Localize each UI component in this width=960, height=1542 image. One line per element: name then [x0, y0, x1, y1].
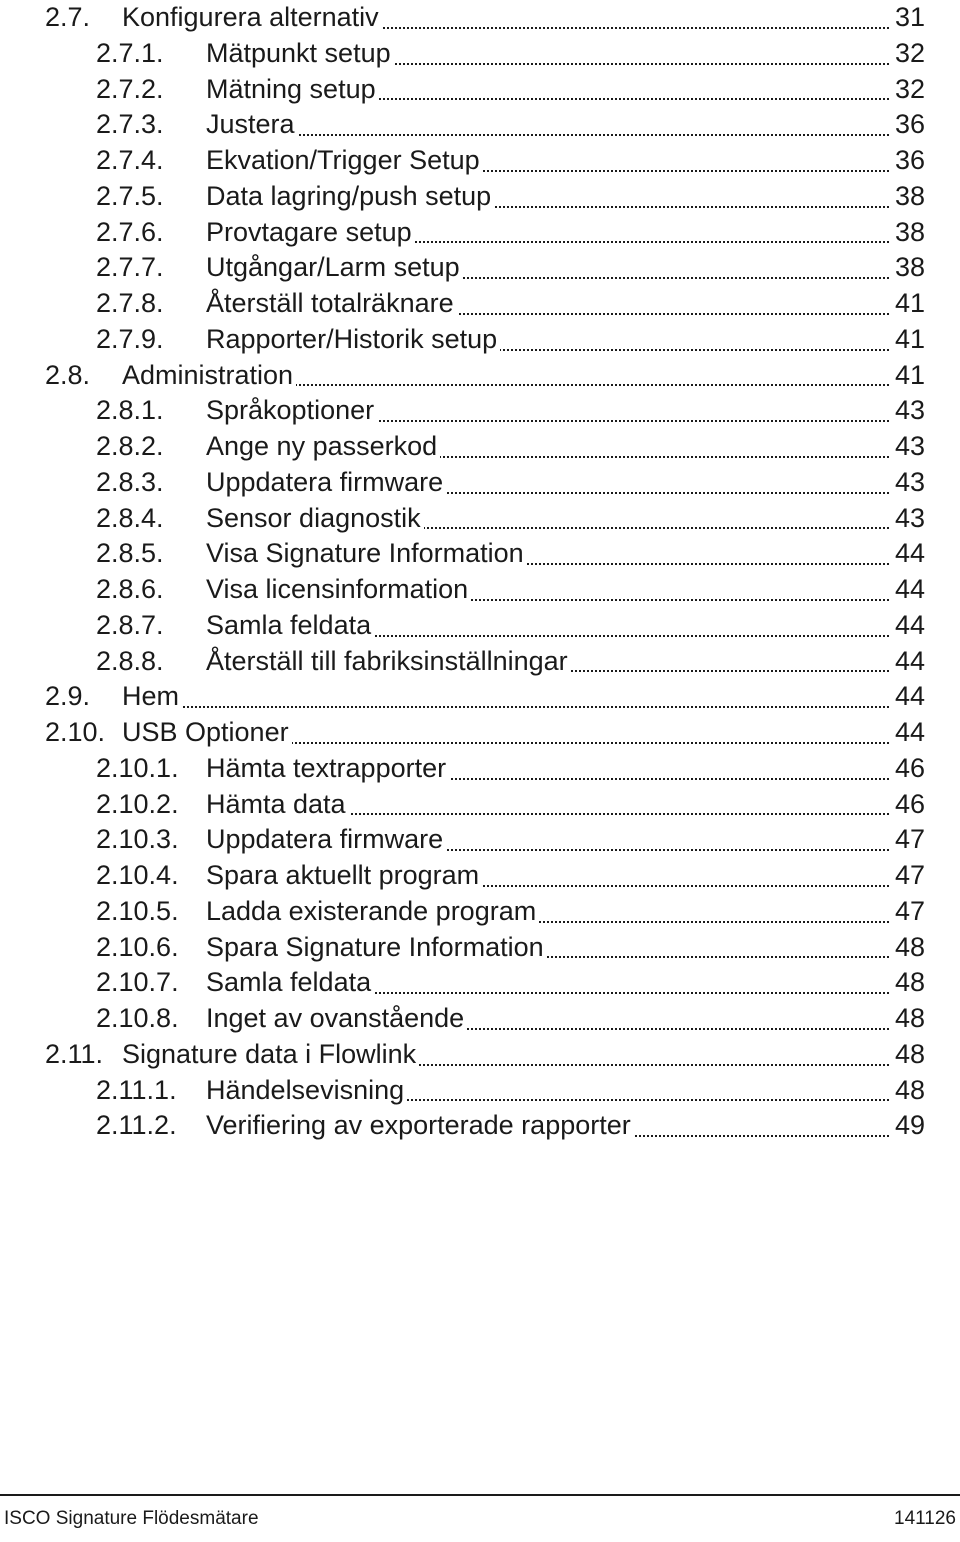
- toc-entry-title: Data lagring/push setup: [206, 179, 494, 213]
- toc-entry-title: Justera: [206, 107, 298, 141]
- page-footer: [0, 1494, 960, 1533]
- toc-entry[interactable]: [45, 572, 925, 608]
- toc-entry-number: 2.7.5.: [96, 179, 167, 213]
- toc-entry-title: Visa licensinformation: [206, 572, 471, 606]
- toc-entry[interactable]: [45, 179, 925, 215]
- toc-entry[interactable]: [45, 536, 925, 572]
- toc-entry[interactable]: [45, 501, 925, 537]
- toc-entry-number: 2.7.1.: [96, 36, 167, 70]
- dot-leader: [122, 706, 925, 708]
- toc-entry[interactable]: [45, 1001, 925, 1037]
- toc-entry-page-number: 44: [890, 644, 925, 678]
- toc-entry-page-number: 44: [890, 572, 925, 606]
- toc-entry-page-number: 48: [890, 1073, 925, 1107]
- toc-entry-title: Återställ till fabriksinställningar: [206, 644, 571, 678]
- toc-entry-title: Spara Signature Information: [206, 930, 547, 964]
- footer-document-code: 141126: [894, 1508, 956, 1529]
- toc-entry-number: 2.7.9.: [96, 322, 167, 356]
- toc-entry-page-number: 44: [890, 679, 925, 713]
- toc-entry[interactable]: [45, 679, 925, 715]
- toc-entry-number: 2.8.1.: [96, 393, 167, 427]
- toc-entry-title: Konfigurera alternativ: [122, 0, 382, 34]
- toc-entry-number: 2.10.6.: [96, 930, 182, 964]
- toc-entry[interactable]: [45, 608, 925, 644]
- toc-entry-title: Inget av ovanstående: [206, 1001, 467, 1035]
- toc-entry-page-number: 38: [890, 179, 925, 213]
- toc-entry-page-number: 43: [890, 429, 925, 463]
- toc-entry-number: 2.8.3.: [96, 465, 167, 499]
- toc-entry[interactable]: [45, 965, 925, 1001]
- toc-entry-title: Mätpunkt setup: [206, 36, 394, 70]
- toc-entry-page-number: 32: [890, 72, 925, 106]
- toc-entry-title: Ange ny passerkod: [206, 429, 440, 463]
- toc-entry-title: Visa Signature Information: [206, 536, 527, 570]
- toc-entry-number: 2.8.6.: [96, 572, 167, 606]
- toc-entry-title: Administration: [122, 358, 296, 392]
- toc-entry[interactable]: [45, 36, 925, 72]
- toc-entry-number: 2.11.1.: [96, 1073, 180, 1107]
- toc-entry-page-number: 44: [890, 715, 925, 749]
- toc-entry-page-number: 44: [890, 536, 925, 570]
- toc-entry[interactable]: [45, 358, 925, 394]
- toc-entry-title: Språkoptioner: [206, 393, 377, 427]
- toc-entry-page-number: 48: [890, 1037, 925, 1071]
- toc-entry-page-number: 41: [890, 358, 925, 392]
- toc-entry-page-number: 43: [890, 465, 925, 499]
- toc-entry[interactable]: [45, 465, 925, 501]
- toc-entry-title: Uppdatera firmware: [206, 822, 446, 856]
- toc-entry-number: 2.11.2.: [96, 1108, 180, 1142]
- toc-entry-number: 2.7.8.: [96, 286, 167, 320]
- toc-entry[interactable]: [45, 1037, 925, 1073]
- toc-entry-number: 2.7.: [45, 0, 93, 34]
- toc-entry-page-number: 47: [890, 858, 925, 892]
- toc-entry-number: 2.9.: [45, 679, 93, 713]
- toc-entry-title: Uppdatera firmware: [206, 465, 446, 499]
- toc-entry[interactable]: [45, 751, 925, 787]
- toc-entry-number: 2.10.2.: [96, 787, 182, 821]
- toc-entry[interactable]: [45, 1108, 925, 1144]
- toc-entry-title: Ladda existerande program: [206, 894, 539, 928]
- toc-entry-page-number: 36: [890, 143, 925, 177]
- toc-entry[interactable]: [45, 715, 925, 751]
- toc-entry-number: 2.8.5.: [96, 536, 167, 570]
- toc-entry[interactable]: [45, 322, 925, 358]
- footer-document-title: ISCO Signature Flödesmätare: [4, 1508, 259, 1529]
- toc-entry-number: 2.7.7.: [96, 250, 167, 284]
- toc-entry-page-number: 32: [890, 36, 925, 70]
- toc-entry[interactable]: [45, 822, 925, 858]
- toc-entry[interactable]: [45, 429, 925, 465]
- toc-entry-page-number: 46: [890, 787, 925, 821]
- toc-entry-title: Mätning setup: [206, 72, 379, 106]
- toc-entry[interactable]: [45, 143, 925, 179]
- toc-entry-number: 2.10.7.: [96, 965, 182, 999]
- toc-entry-page-number: 43: [890, 501, 925, 535]
- toc-entry-page-number: 41: [890, 322, 925, 356]
- toc-entry[interactable]: [45, 250, 925, 286]
- toc-entry-page-number: 43: [890, 393, 925, 427]
- toc-entry-page-number: 44: [890, 608, 925, 642]
- toc-entry-page-number: 31: [890, 0, 925, 34]
- toc-entry-number: 2.8.2.: [96, 429, 167, 463]
- toc-entry-number: 2.10.4.: [96, 858, 182, 892]
- toc-entry-page-number: 41: [890, 286, 925, 320]
- toc-entry-page-number: 49: [890, 1108, 925, 1142]
- toc-entry-page-number: 47: [890, 894, 925, 928]
- toc-entry-title: USB Optioner: [122, 715, 292, 749]
- toc-entry[interactable]: [45, 393, 925, 429]
- toc-entry-title: Återställ totalräknare: [206, 286, 457, 320]
- toc-entry-title: Verifiering av exporterade rapporter: [206, 1108, 634, 1142]
- toc-entry[interactable]: [45, 215, 925, 251]
- table-of-contents: [45, 0, 925, 1144]
- toc-entry[interactable]: [45, 787, 925, 823]
- toc-entry-number: 2.8.7.: [96, 608, 167, 642]
- toc-entry-number: 2.7.6.: [96, 215, 167, 249]
- toc-entry-title: Hem: [122, 679, 182, 713]
- toc-entry-title: Ekvation/Trigger Setup: [206, 143, 483, 177]
- toc-entry-number: 2.10.5.: [96, 894, 182, 928]
- toc-entry-page-number: 47: [890, 822, 925, 856]
- toc-entry-number: 2.10.: [45, 715, 108, 749]
- toc-entry[interactable]: [45, 72, 925, 108]
- toc-entry-title: Sensor diagnostik: [206, 501, 424, 535]
- toc-entry-title: Hämta textrapporter: [206, 751, 449, 785]
- toc-entry-number: 2.10.8.: [96, 1001, 182, 1035]
- toc-entry-page-number: 48: [890, 930, 925, 964]
- toc-entry-number: 2.10.3.: [96, 822, 182, 856]
- toc-entry[interactable]: [45, 107, 925, 143]
- toc-entry-page-number: 36: [890, 107, 925, 141]
- toc-entry[interactable]: [45, 858, 925, 894]
- toc-entry-title: Händelsevisning: [206, 1073, 407, 1107]
- toc-entry-number: 2.8.8.: [96, 644, 167, 678]
- toc-entry-number: 2.8.: [45, 358, 93, 392]
- toc-entry[interactable]: [45, 930, 925, 966]
- toc-entry-page-number: 38: [890, 215, 925, 249]
- toc-entry-number: 2.7.2.: [96, 72, 167, 106]
- toc-entry[interactable]: [45, 644, 925, 680]
- toc-entry-number: 2.10.1.: [96, 751, 182, 785]
- toc-entry-number: 2.7.4.: [96, 143, 167, 177]
- toc-entry-title: Samla feldata: [206, 965, 374, 999]
- toc-entry-number: 2.7.3.: [96, 107, 167, 141]
- toc-entry[interactable]: [45, 286, 925, 322]
- toc-entry[interactable]: [45, 1073, 925, 1109]
- toc-entry[interactable]: [45, 894, 925, 930]
- toc-entry-page-number: 38: [890, 250, 925, 284]
- toc-entry-page-number: 48: [890, 965, 925, 999]
- toc-entry-title: Utgångar/Larm setup: [206, 250, 463, 284]
- toc-entry-number: 2.8.4.: [96, 501, 167, 535]
- dot-leader: [206, 134, 925, 136]
- toc-entry-number: 2.11.: [45, 1037, 106, 1071]
- toc-entry-page-number: 46: [890, 751, 925, 785]
- toc-entry-title: Hämta data: [206, 787, 349, 821]
- toc-entry-page-number: 48: [890, 1001, 925, 1035]
- toc-entry-title: Signature data i Flowlink: [122, 1037, 419, 1071]
- toc-entry-title: Spara aktuellt program: [206, 858, 482, 892]
- toc-entry[interactable]: [45, 0, 925, 36]
- toc-entry-title: Rapporter/Historik setup: [206, 322, 500, 356]
- toc-entry-title: Provtagare setup: [206, 215, 415, 249]
- toc-entry-title: Samla feldata: [206, 608, 374, 642]
